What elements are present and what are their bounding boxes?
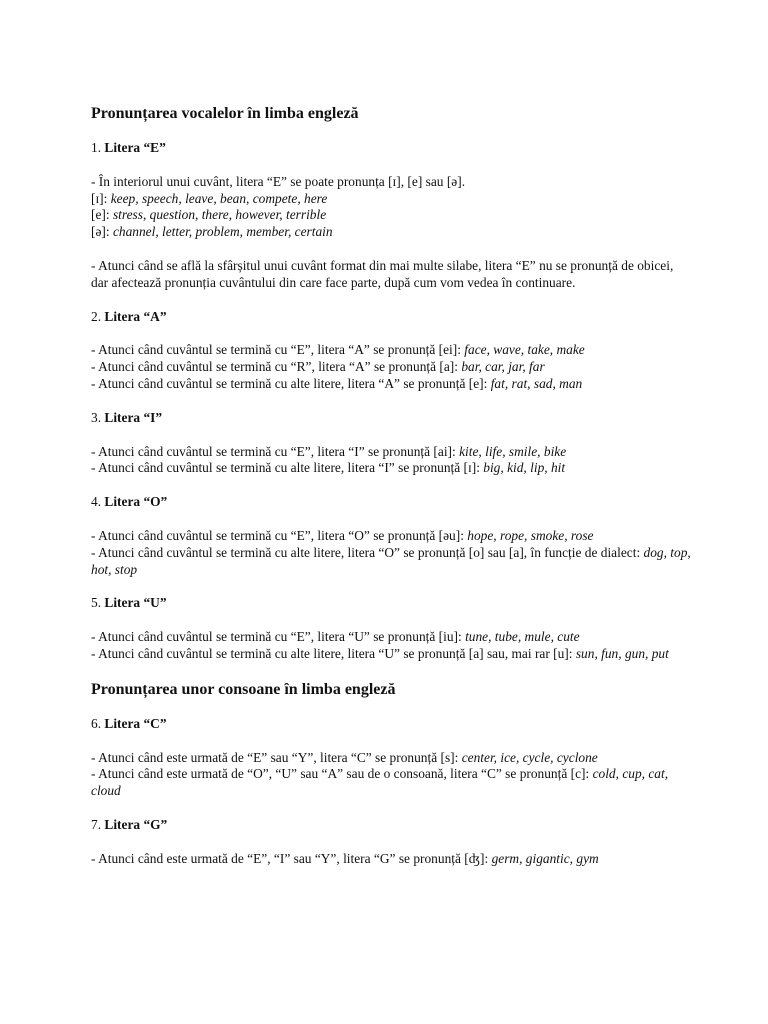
letter-label: Litera “A” [104, 308, 167, 324]
rule-text: - Atunci când se află la sfârșitul unui cuvânt format din mai multe silabe, litera “E” nu se pronunță de obicei, dar afectează pronunția cuvântului din care face parte, după cum vom vedea în continuare. [91, 257, 674, 290]
rule-text: - În interiorul unui cuvânt, litera “E” se poate pronunța [ɪ], [e] sau [ə]. [91, 173, 466, 189]
rule-line [91, 207, 691, 224]
vowels-section [91, 140, 691, 663]
example-words: hope, rope, smoke, rose [467, 527, 594, 543]
rule-block [91, 629, 691, 663]
rule-text: [e]: [91, 207, 113, 223]
rule-line [91, 174, 691, 191]
letter-heading [91, 410, 691, 427]
rule-text: - Atunci când cuvântul se termină cu “E”, litera “A” se pronunță [ei]: [91, 342, 465, 358]
rule-line [91, 376, 691, 393]
example-words: dog, top, hot, stop [91, 544, 691, 577]
vowels-heading: Pronunțarea vocalelor în limba engleză [91, 105, 359, 122]
rule-block [91, 444, 691, 478]
rule-block [91, 174, 691, 241]
rule-text: - Atunci când cuvântul se termină cu “E”, litera “U” se pronunță [iu]: [91, 629, 466, 645]
letter-number: 5. [91, 595, 102, 611]
example-words: tune, tube, mule, cute [465, 629, 580, 645]
letter-heading [91, 716, 691, 733]
rule-text: - Atunci când cuvântul se termină cu alte litere, litera “O” se pronunță [o] sau [a], în funcție de dialect: [91, 544, 644, 560]
letter-label: Litera “O” [104, 494, 168, 510]
example-words: kite, life, smile, bike [459, 443, 567, 459]
letter-heading [91, 817, 691, 834]
letter-number: 4. [91, 494, 102, 510]
example-words: germ, gigantic, gym [491, 850, 599, 866]
rule-text: - Atunci când cuvântul se termină cu “E”, litera “O” se pronunță [əu]: [91, 527, 468, 543]
example-words: face, wave, take, make [464, 342, 585, 358]
rule-text: - Atunci când cuvântul se termină cu alte litere, litera “U” se pronunță [a] sau, mai rar [u]: [91, 645, 576, 661]
rule-line [91, 460, 691, 477]
rule-text: [ə]: [91, 224, 113, 240]
rule-line [91, 342, 691, 359]
rule-line [91, 646, 691, 663]
letter-heading [91, 309, 691, 326]
example-words: bar, car, jar, far [461, 359, 545, 375]
rule-line [91, 851, 691, 868]
rule-line [91, 750, 691, 767]
letter-number: 3. [91, 409, 102, 425]
rule-line [91, 444, 691, 461]
example-words: cold, cup, cat, cloud [91, 766, 669, 799]
example-words: keep, speech, leave, bean, compete, here [110, 190, 328, 206]
rule-line [91, 766, 691, 800]
letter-label: Litera “G” [104, 816, 168, 832]
rule-text: - Atunci când cuvântul se termină cu alte litere, litera “I” se pronunță [ɪ]: [91, 460, 484, 476]
rule-line [91, 545, 691, 579]
letter-label: Litera “E” [104, 140, 166, 155]
example-words: channel, letter, problem, member, certain [112, 224, 333, 240]
example-words: big, kid, lip, hit [483, 460, 566, 476]
letter-heading [91, 494, 691, 511]
rule-text: - Atunci când cuvântul se termină cu “E”, litera “I” se pronunță [ai]: [91, 443, 460, 459]
letter-heading [91, 140, 691, 157]
rule-block [91, 750, 691, 800]
letter-label: Litera “I” [104, 409, 163, 425]
letter-number: 7. [91, 816, 102, 832]
example-words: fat, rat, sad, man [490, 375, 583, 391]
rule-block [91, 258, 691, 292]
rule-text: - Atunci când este urmată de “E” sau “Y”, litera “C” se pronunță [s]: [91, 749, 462, 765]
rule-text: [ɪ]: [91, 190, 111, 206]
letter-number: 1. [91, 140, 102, 155]
document-body [91, 104, 691, 885]
rule-line [91, 258, 691, 292]
rule-text: - Atunci când este urmată de “O”, “U” sau “A” sau de o consoană, litera “C” se pronunță [c]: [91, 766, 593, 782]
rule-block [91, 528, 691, 578]
letter-label: Litera “U” [104, 595, 167, 611]
rule-line [91, 528, 691, 545]
letter-heading [91, 595, 691, 612]
rule-line [91, 359, 691, 376]
example-words: sun, fun, gun, put [575, 645, 669, 661]
rule-line [91, 224, 691, 241]
rule-text: - Atunci când cuvântul se termină cu alte litere, litera “A” se pronunță [e]: [91, 375, 491, 391]
rule-line [91, 191, 691, 208]
rule-text: - Atunci când cuvântul se termină cu “R”, litera “A” se pronunță [a]: [91, 359, 462, 375]
letter-label: Litera “C” [104, 715, 167, 731]
rule-line [91, 629, 691, 646]
example-words: center, ice, cycle, cyclone [461, 749, 598, 765]
consonants-section [91, 716, 691, 868]
rule-block [91, 342, 691, 392]
consonants-heading: Pronunțarea unor consoane în limba engleză [91, 680, 396, 698]
rule-text: - Atunci când este urmată de “E”, “I” sau “Y”, litera “G” se pronunță [ʤ]: [91, 850, 492, 866]
example-words: stress, question, there, however, terrible [112, 207, 327, 223]
letter-number: 2. [91, 308, 102, 324]
letter-number: 6. [91, 715, 102, 731]
rule-block [91, 851, 691, 868]
